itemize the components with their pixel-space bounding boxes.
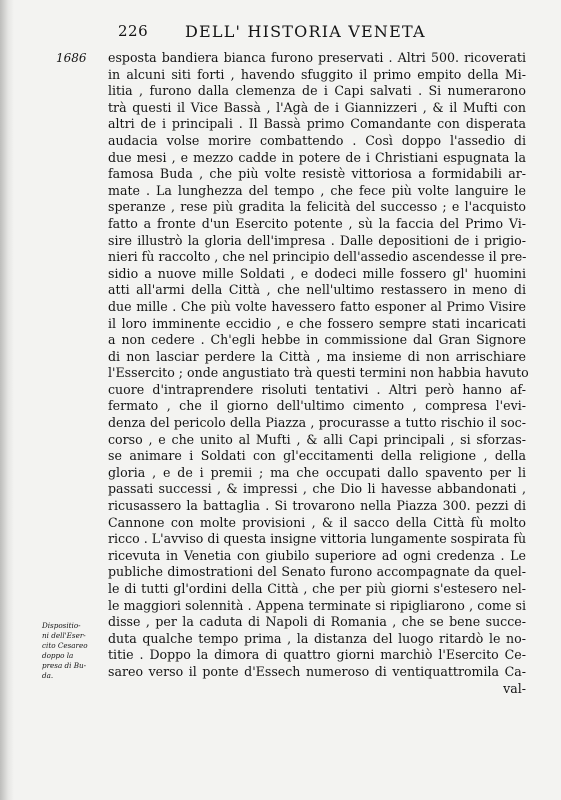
margin-year: 1686 [56,51,87,65]
margin-note-line: cito Cesareo [42,641,88,650]
text-line: val- [503,680,526,696]
text-line: cuore d'intraprendere risoluti tentativi . Altri però hanno af- [108,381,526,397]
text-line: passati successi , & impressi , che Dio li havesse abbandonati , [108,481,526,497]
text-line: ricevuta in Venetia con giubilo superiore ad ogni credenza . Le [108,547,526,563]
text-line: due mille . Che più volte havessero fatto esponer al Primo Visire [108,298,526,314]
text-line: fermato , che il giorno dell'ultimo cimento , compresa l'evi- [108,398,526,414]
text-line: le di tutti gl'ordini della Città , che per più giorni s'estesero nel- [108,581,526,596]
text-line: Cannone con molte provisioni , & il sacco della Città fù molto [108,514,526,530]
body-text [108,50,529,697]
text-line: famosa Buda , che più volte resistè vittoriosa a formidabili ar- [108,166,526,182]
text-line: se animare i Soldati con gl'eccitamenti della religione , della [108,448,526,464]
text-line: fatto a fronte d'un Esercito potente , sù la faccia del Primo Vi- [108,215,526,231]
text-line: disse , per la caduta di Napoli di Romania , che se bene succe- [108,614,526,630]
text-line: in alcuni siti forti , havendo sfuggito il primo empito della Mi- [108,66,526,82]
page-header [0,22,561,46]
text-line: duta qualche tempo prima , la distanza del luogo ritardò le no- [108,630,526,646]
text-line: publiche dimostrationi del Senato furono accompagnate da quel- [108,564,526,580]
text-line: trà questi il Vice Bassà , l'Agà de i Giannizzeri , & il Mufti con [108,99,526,115]
text-line: sareo verso il ponte d'Essech numeroso di ventiquattromila Ca- [108,663,526,679]
margin-note-line: presa di Bu- [42,661,87,670]
text-line: esposta bandiera bianca furono preservati . Altri 500. ricoverati [108,50,526,65]
text-line: a non cedere . Ch'egli hebbe in commissione dal Gran Signore [108,332,526,348]
margin-note-line: ni dell'Eser- [42,631,86,640]
text-line: sire illustrò la gloria dell'impresa . Dalle depositioni de i prigio- [108,232,526,248]
text-line: atti all'armi della Città , che nell'ultimo restassero in meno di [108,282,526,298]
running-title: DELL' HISTORIA VENETA [185,22,426,41]
text-line: ricusassero la battaglia . Si trovarono nella Piazza 300. pezzi di [108,498,526,514]
text-line: l'Essercito ; onde angustiato trà questi termini non habbia havuto [108,365,529,381]
text-line: denza del pericolo della Piazza , procurasse a tutto rischio il soc- [108,415,526,431]
text-line: le maggiori solennità . Appena terminate si ripigliarono , come si [108,597,526,613]
page-edge-shadow [0,0,14,800]
text-line: mate . La lunghezza del tempo , che fece più volte languire le [108,182,526,198]
text-line: altri de i principali . Il Bassà primo Comandante con disperata [108,116,526,132]
text-line: corso , e che unito al Mufti , & alli Capi principali , si sforzas- [108,431,526,447]
margin-note [42,621,110,681]
text-line: nieri fù raccolto , che nel principio dell'assedio ascendesse il pre- [108,249,527,265]
text-line: speranze , rese più gradita la felicità del successo ; e l'acquisto [108,199,526,215]
text-line: ricco . L'avviso di questa insigne vittoria lungamente sospirata fù [108,531,527,547]
text-line: litia , furono dalla clemenza de i Capi salvati . Si numerarono [108,83,526,99]
text-line: gloria , e de i premii ; ma che occupati dallo spavento per li [108,464,526,480]
margin-note-line: doppo la [42,651,74,660]
text-line: titie . Doppo la dimora di quattro giorni marchiò l'Esercito Ce- [108,647,526,663]
margin-note-line: Dispositio- [42,621,81,630]
text-line: di non lasciar perdere la Città , ma insieme di non arrischiare [108,348,526,364]
page-number: 226 [118,22,149,40]
text-line: due mesi , e mezzo cadde in potere de i Christiani espugnata la [108,149,526,165]
text-line: sidio a nuove mille Soldati , e dodeci mille fossero gl' huomini [108,265,526,281]
margin-note-line: da. [42,671,54,680]
text-line: audacia volse morire combattendo . Così doppo l'assedio di [108,132,526,148]
text-line: il loro imminente eccidio , e che fossero sempre stati incaricati [108,315,526,331]
